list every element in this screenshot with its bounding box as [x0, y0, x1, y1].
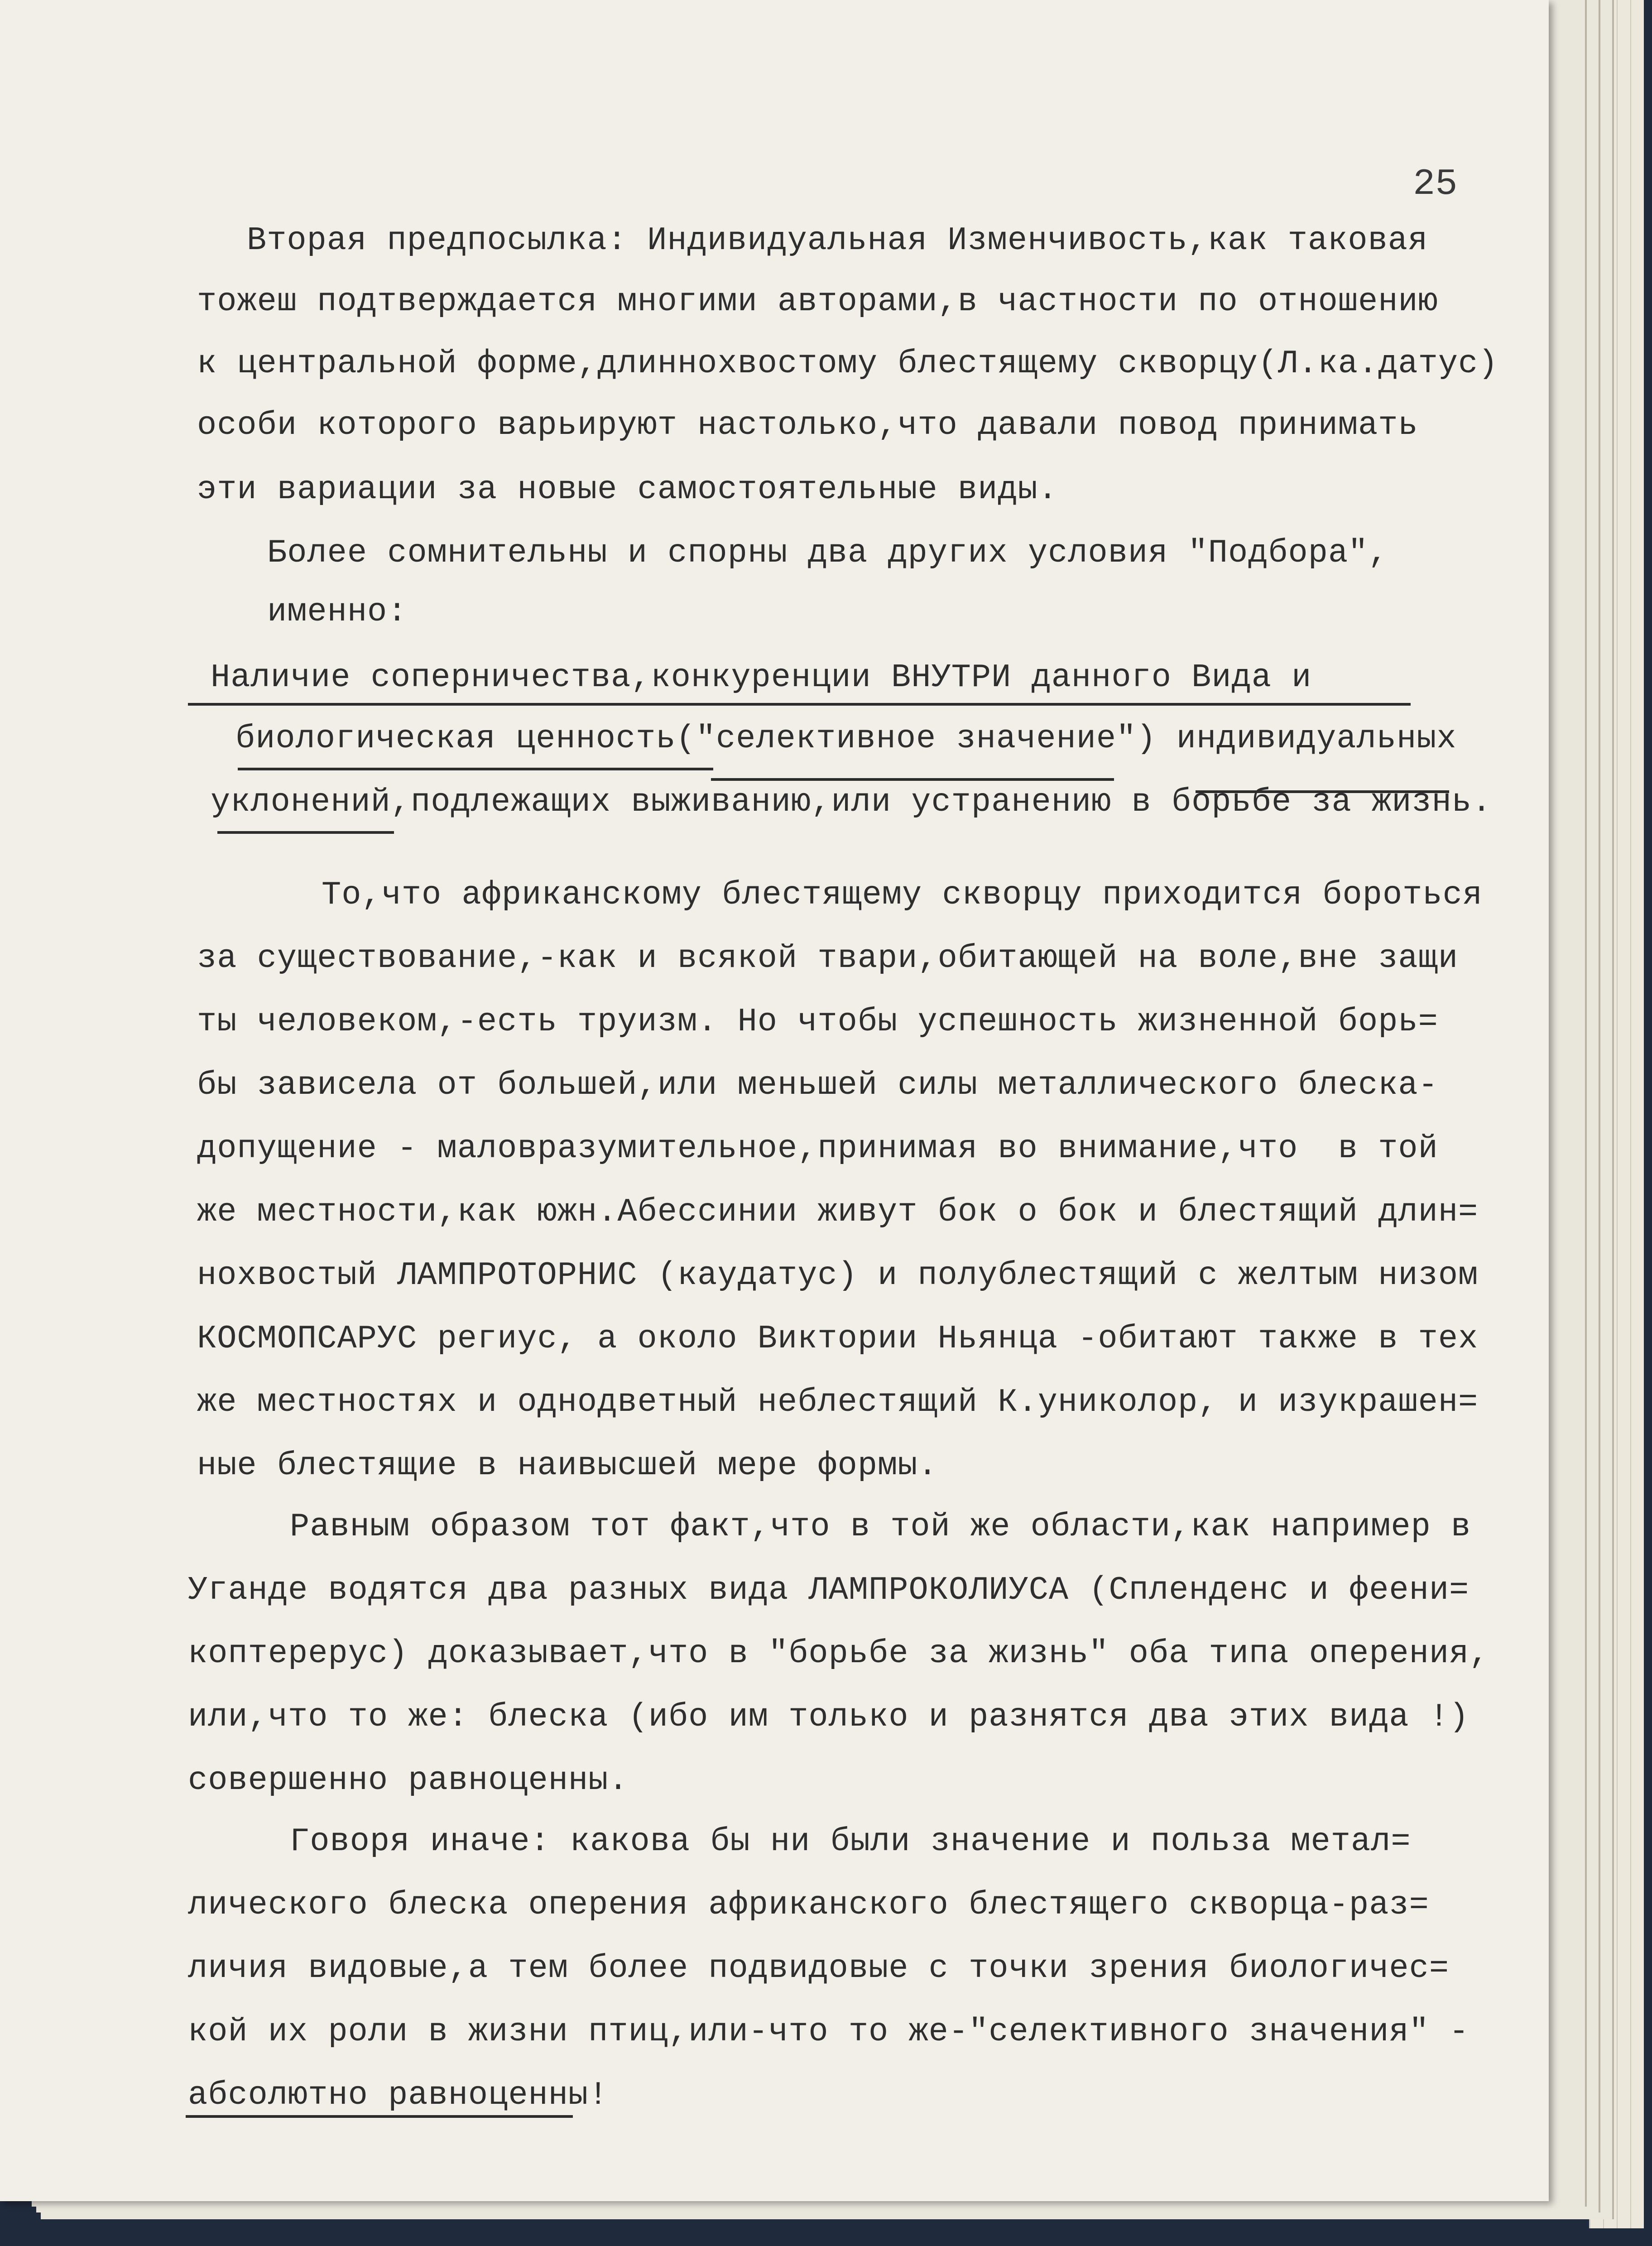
text-line: КОСМОПСАРУС региус, а около Виктории Ньянца -обитают также в тех: [197, 1320, 1479, 1357]
text-line: уклонений,подлежащих выживанию,или устранению в борьбе за жизнь.: [211, 784, 1492, 821]
page-number: 25: [1413, 163, 1458, 205]
text-line: бы зависела от большей,или меньшей силы металлического блеска-: [197, 1067, 1438, 1104]
text-line: же местности,как южн.Абессинии живут бок о бок и блестящий длин=: [197, 1193, 1479, 1231]
text-line: совершенно равноценны.: [188, 1762, 629, 1799]
underline: [238, 768, 713, 770]
text-line: ты человеком,-есть труизм. Но чтобы успешность жизненной борь=: [197, 1003, 1438, 1040]
text-line: же местностях и однодветный неблестящий К.униколор, и изукрашен=: [197, 1384, 1479, 1421]
text-line: личия видовые,а тем более подвидовые с точки зрения биологичес=: [188, 1950, 1450, 1987]
text-line: особи которого варьируют настолько,что давали повод принимать: [197, 407, 1418, 444]
underline: [188, 703, 1411, 706]
text-line: или,что то же: блеска (ибо им только и разнятся два этих вида !): [188, 1698, 1470, 1736]
text-line: То,что африканскому блестящему скворцу приходится бороться: [322, 876, 1483, 914]
text-line: тожеш подтверждается многими авторами,в частности по отношению: [197, 283, 1438, 320]
text-line: лического блеска оперения африканского блестящего скворца-раз=: [188, 1886, 1429, 1924]
text-line: эти вариации за новые самостоятельные виды.: [197, 471, 1058, 508]
text-line: именно:: [267, 593, 408, 630]
text-line: Вторая предпосылка: Индивидуальная Изменчивость,как таковая: [247, 222, 1428, 259]
text-line: Равным образом тот факт,что в той же области,как например в: [290, 1508, 1471, 1545]
text-line: биологическая ценность("селективное значение") индивидуальных: [235, 720, 1457, 757]
text-line: Уганде водятся два разных вида ЛАМПРОКОЛИУСА (Спленденс и феени=: [188, 1572, 1470, 1609]
text-line: коптерерус) доказывает,что в "борьбе за жизнь" оба типа оперения,: [188, 1635, 1489, 1672]
underline: [1196, 790, 1449, 793]
text-line: Говоря иначе: какова бы ни были значение и польза метал=: [290, 1823, 1411, 1860]
underline: [217, 831, 394, 834]
text-line: за существование,-как и всякой твари,обитающей на воле,вне защи: [197, 940, 1459, 977]
text-line: Более сомнительны и спорны два других условия "Подбора",: [267, 534, 1388, 572]
underline: [186, 2115, 573, 2118]
text-line: к центральной форме,длиннохвостому блестящему скворцу(Л.ка.датус): [197, 345, 1498, 382]
text-line: абсолютно равноценны!: [188, 2077, 609, 2114]
text-line: Наличие соперничества,конкуренции ВНУТРИ данного Вида и: [211, 659, 1312, 696]
text-line: кой их роли в жизни птиц,или-что то же-"селективного значения" -: [188, 2013, 1470, 2050]
text-line: нохвостый ЛАМПРОТОРНИС (каудатус) и полублестящий с желтым низом: [197, 1257, 1479, 1294]
text-line: допущение - маловразумительное,принимая во внимание,что в той: [197, 1130, 1438, 1167]
underline: [711, 778, 1114, 781]
text-line: ные блестящие в наивысшей мере формы.: [197, 1447, 938, 1484]
